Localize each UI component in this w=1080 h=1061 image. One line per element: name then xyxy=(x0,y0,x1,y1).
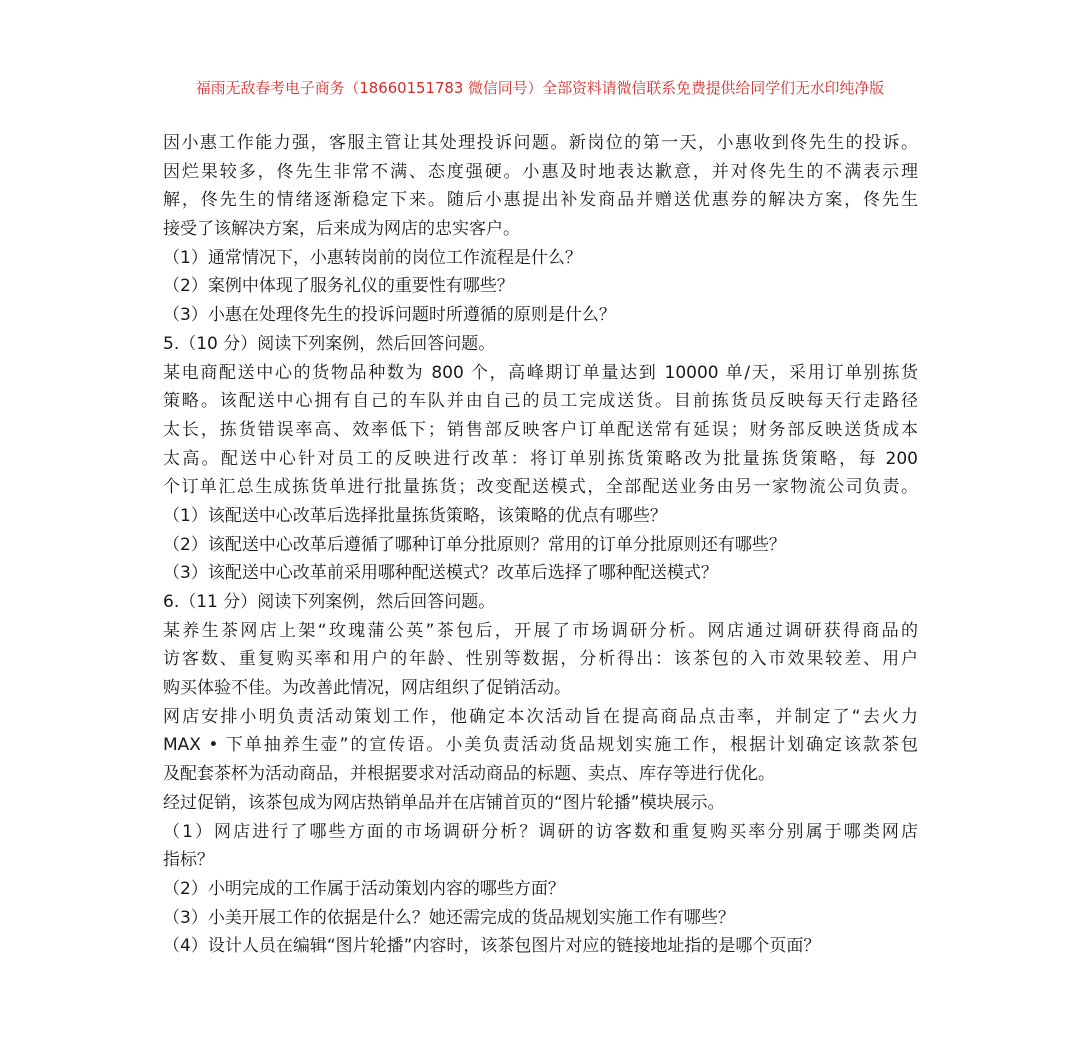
document-line: （3）该配送中心改革前采用哪种配送模式？改革后选择了哪种配送模式？ xyxy=(163,563,718,584)
document-line: 因烂果较多，佟先生非常不满、态度强硬。小惠及时地表达歉意，并对佟先生的不满表示理 xyxy=(163,161,918,182)
document-line: 解，佟先生的情绪逐渐稳定下来。随后小惠提出补发商品并赠送优惠券的解决方案，佟先生 xyxy=(163,190,918,211)
document-line: （2）案例中体现了服务礼仪的重要性有哪些？ xyxy=(163,276,514,297)
document-line: 经过促销，该茶包成为网店热销单品并在店铺首页的“图片轮播”模块展示。 xyxy=(163,792,725,813)
document-line: 个订单汇总生成拣货单进行批量拣货；改变配送模式，全部配送业务由另一家物流公司负责。 xyxy=(163,477,918,498)
document-line: （4）设计人员在编辑“图片轮播”内容时，该茶包图片对应的链接地址指的是哪个页面？ xyxy=(163,936,821,957)
document-line: （2）该配送中心改革后遵循了哪种订单分批原则？常用的订单分批原则还有哪些？ xyxy=(163,534,786,555)
document-line: 因小惠工作能力强，客服主管让其处理投诉问题。新岗位的第一天，小惠收到佟先生的投诉。 xyxy=(163,133,918,153)
document-line: （1）通常情况下，小惠转岗前的岗位工作流程是什么？ xyxy=(163,247,582,268)
document-line: 接受了该解决方案，后来成为网店的忠实客户。 xyxy=(163,219,520,240)
document-body xyxy=(163,129,918,961)
document-line: （3）小美开展工作的依据是什么？她还需完成的货品规划实施工作有哪些？ xyxy=(163,907,735,928)
document-line: 6.（11 分）阅读下列案例，然后回答问题。 xyxy=(163,592,496,612)
document-line: （3）小惠在处理佟先生的投诉问题时所遵循的原则是什么？ xyxy=(163,305,616,326)
document-line: （2）小明完成的工作属于活动策划内容的哪些方面？ xyxy=(163,878,565,899)
document-line: 策略。该配送中心拥有自己的车队并由自己的员工完成送货。目前拣货员反映每天行走路径 xyxy=(163,391,918,412)
document-line: 太高。配送中心针对员工的反映进行改革：将订单别拣货策略改为批量拣货策略，每 200 xyxy=(163,448,918,469)
document-line: （1）网店进行了哪些方面的市场调研分析？调研的访客数和重复购买率分别属于哪类网店 xyxy=(163,821,918,842)
document-line: 及配套茶杯为活动商品，并根据要求对活动商品的标题、卖点、库存等进行优化。 xyxy=(163,764,775,785)
document-line: 指标？ xyxy=(163,850,214,871)
document-line: 某养生茶网店上架“玫瑰蒲公英”茶包后，开展了市场调研分析。网店通过调研获得商品的 xyxy=(163,620,918,641)
document-line: （1）该配送中心改革后选择批量拣货策略，该策略的优点有哪些？ xyxy=(163,505,667,526)
page-header-notice: 福雨无敌春考电子商务（18660151783 微信同号）全部资料请微信联系免费提供给同学们无水印纯净版 xyxy=(195,79,885,97)
document-line: 访客数、重复购买率和用户的年龄、性别等数据，分析得出：该茶包的入市效果较差、用户 xyxy=(163,649,918,670)
document-line: MAX • 下单抽养生壶”的宣传语。小美负责活动货品规划实施工作，根据计划确定该款茶包 xyxy=(163,735,918,756)
document-line: 5.（10 分）阅读下列案例，然后回答问题。 xyxy=(163,333,496,354)
document-line: 网店安排小明负责活动策划工作，他确定本次活动旨在提高商品点击率，并制定了“去火力 xyxy=(163,706,918,727)
document-line: 购买体验不佳。为改善此情况，网店组织了促销活动。 xyxy=(163,678,571,699)
document-line: 某电商配送中心的货物品种数为 800 个，高峰期订单量达到 10000 单/天，采用订单别拣货 xyxy=(163,362,918,383)
document-line: 太长，拣货错误率高、效率低下；销售部反映客户订单配送常有延误；财务部反映送货成本 xyxy=(163,419,918,440)
